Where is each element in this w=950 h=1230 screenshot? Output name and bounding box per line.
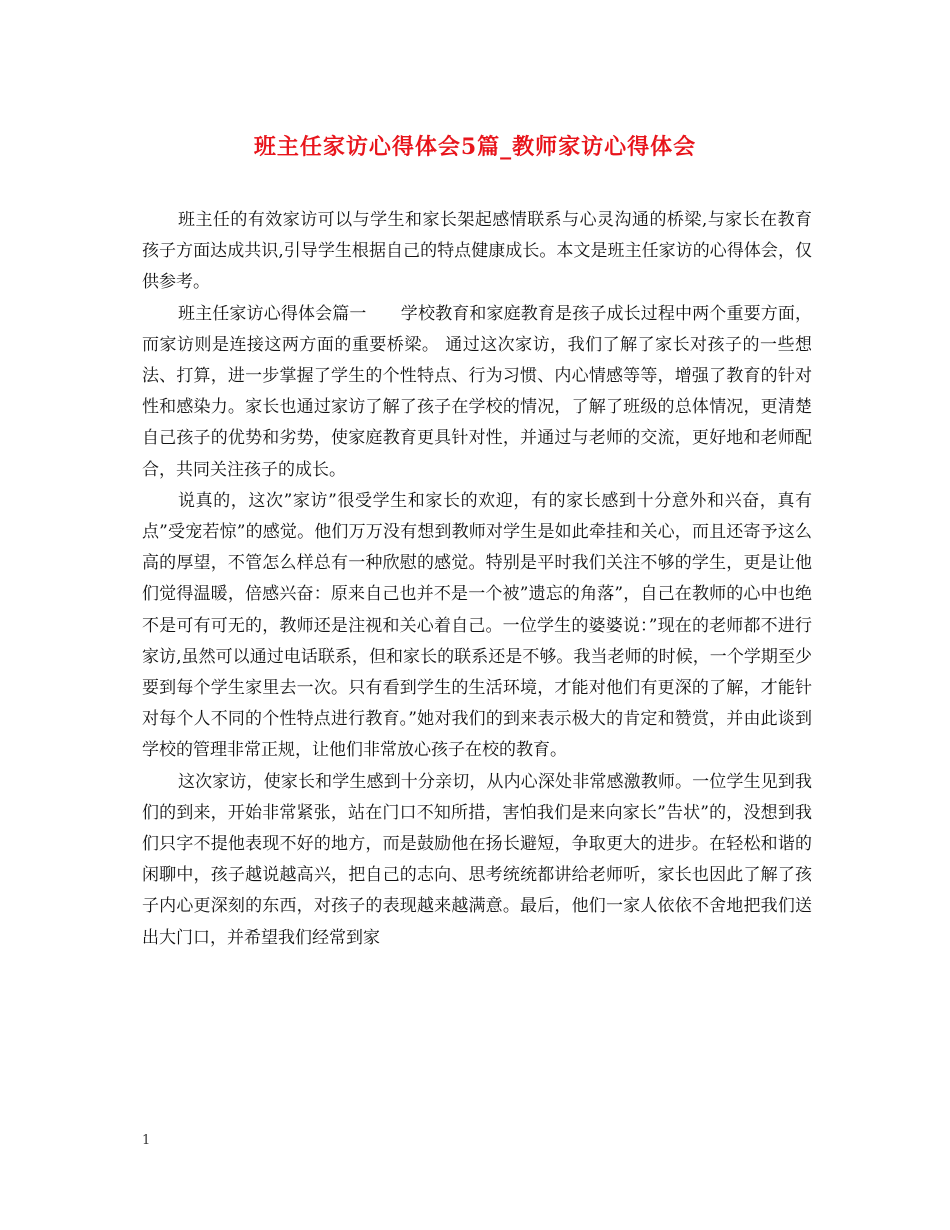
page-number: 1 [142,1133,151,1148]
paragraph-part-one: 班主任家访心得体会篇一 学校教育和家庭教育是孩子成长过程中两个重要方面，而家访则是连接这两方面的重要桥梁。 通过这次家访，我们了解了家长对孩子的一些想法、打算，进一步掌握了学生的个性特点、行为习惯、内心情感等等，增强了教育的针对性和感染力。家长也通过家访了解了孩子在学校的情况，了解了班级的总体情况，更清楚自己孩子的优势和劣势，使家庭教育更具针对性，并通过与老师的交流，更好地和老师配合，共同关注孩子的成长。 [142,303,812,480]
document-body [142,205,812,954]
paragraph-intro: 班主任的有效家访可以与学生和家长架起感情联系与心灵沟通的桥梁,与家长在教育孩子方面达成共识,引导学生根据自己的特点健康成长。本文是班主任家访的心得体会，仅供参考。 [142,210,812,293]
paragraph-closeness: 这次家访，使家长和学生感到十分亲切，从内心深处非常感激教师。一位学生见到我们的到来，开始非常紧张，站在门口不知所措，害怕我们是来向家长”告状”的，没想到我们只字不提他表现不好的地方，而是鼓励他在扬长避短，争取更大的进步。在轻松和谐的闲聊中，孩子越说越高兴，把自己的志向、思考统统都讲给老师听，家长也因此了解了孩子内心更深刻的东西，对孩子的表现越来越满意。最后，他们一家人依依不舍地把我们送出大门口，并希望我们经常到家 [142,771,812,948]
document-title: 班主任家访心得体会5篇_教师家访心得体会 [253,134,697,160]
paragraph-welcome: 说真的，这次”家访”很受学生和家长的欢迎，有的家长感到十分意外和兴奋，真有点”受宠若惊”的感觉。他们万万没有想到教师对学生是如此牵挂和关心，而且还寄予这么高的厚望，不管怎么样总有一种欣慰的感觉。特别是平时我们关注不够的学生，更是让他们觉得温暖，倍感兴奋：原来自己也并不是一个被”遗忘的角落”，自己在教师的心中也绝不是可有可无的，教师还是注视和关心着自己。一位学生的婆婆说：”现在的老师都不进行家访,虽然可以通过电话联系，但和家长的联系还是不够。我当老师的时候，一个学期至少要到每个学生家里去一次。只有看到学生的生活环境，才能对他们有更深的了解，才能针对每个人不同的个性特点进行教育。”她对我们的到来表示极大的肯定和赞赏，并由此谈到学校的管理非常正规，让他们非常放心孩子在校的教育。 [142,490,812,761]
